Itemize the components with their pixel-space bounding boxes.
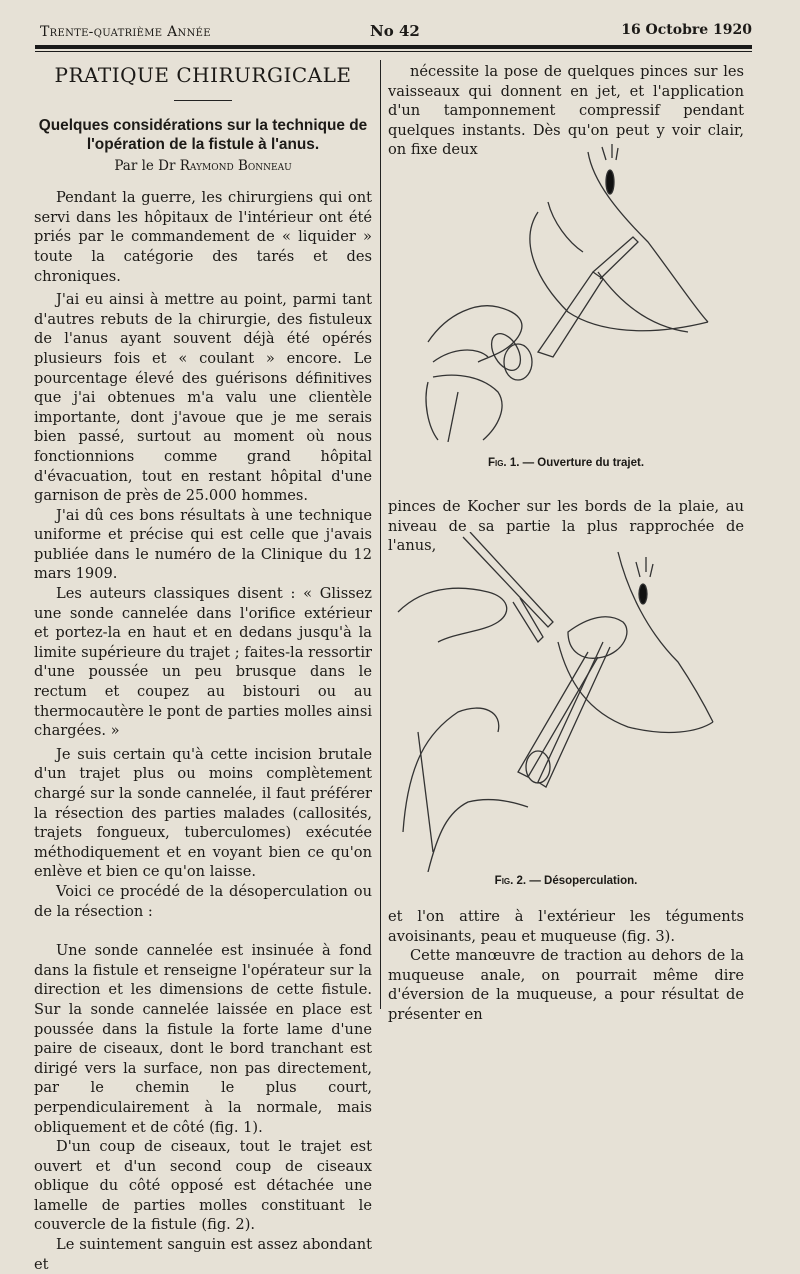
figure-1-drawing xyxy=(388,142,744,442)
byline xyxy=(34,157,372,177)
paragraph: pinces de Kocher sur les bords de la plaie, au niveau de sa partie la plus rapprochée de l'anus, xyxy=(388,498,744,555)
article-title: Quelques considérations sur la technique de l'opération de la fistule à l'anus. xyxy=(38,116,368,153)
paragraph: Cette manœuvre de traction au dehors de la muqueuse anale, on pourrait même dire d'éversion de la muqueuse, a pour résultat de présenter en xyxy=(388,947,744,1023)
paragraph: nécessite la pose de quelques pinces sur les vaisseaux qui donnent en jet, et l'application d'un tamponnement compressif pendant quelques instants. Dès qu'on peut y voir clair, on fixe deux xyxy=(388,63,744,159)
right-column-bottom xyxy=(388,907,744,1025)
author-name: Raymond Bonneau xyxy=(179,157,292,174)
figure-2-label: Fig. 2. xyxy=(494,875,527,887)
paragraph: D'un coup de ciseaux, tout le trajet est ouvert et d'un second coup de ciseaux oblique du côté opposé est détachée une lamelle de parties molles constituant le couvercle de la fistule (fig. 2). xyxy=(34,1138,372,1234)
figure-1-label: Fig. 1. xyxy=(487,457,520,469)
byline-prefix: Par le Dr xyxy=(114,157,176,174)
title-rule xyxy=(174,100,232,101)
figure-1-caption-text: — Ouverture du trajet. xyxy=(522,457,645,469)
issue-date: 16 Octobre 1920 xyxy=(621,22,752,38)
paragraph: J'ai dû ces bons résultats à une technique uniforme et précise qui est celle que j'avais publiée dans le numéro de la Clinique du 12 mars 1909. xyxy=(34,506,372,583)
paragraph: Les auteurs classiques disent : « Glissez une sonde cannelée dans l'orifice extérieur et portez-la en haut et en dedans jusqu'à la limite supérieure du trajet ; faites-la ressortir d'une poussée un peu brusque dans le rectum et coupez au bistouri ou au thermocautère le pont de parties molles ainsi chargées. » xyxy=(34,585,372,740)
paragraph: Voici ce procédé de la désoperculation ou de la résection : xyxy=(34,882,372,920)
figure-2-caption-text: — Désoperculation. xyxy=(529,875,638,887)
column-separator xyxy=(380,60,381,1009)
figure-2-illustration xyxy=(388,532,744,872)
figure-1-caption xyxy=(388,457,744,469)
paragraph: Je suis certain qu'à cette incision brutale d'un trajet plus ou moins complètement chargé sur la sonde cannelée, il faut préférer la résection des parties malades (callosités, trajets fongueux, tuberculomes) exécutée méthodiquement et en voyant bien ce qu'on enlève et bien ce qu'on laisse. xyxy=(34,745,372,881)
paragraph: J'ai eu ainsi à mettre au point, parmi tant d'autres rebuts de la chirurgie, des fistuleux de l'anus ayant souvent déjà été opérés plusieurs fois et « coulant » encore. Le pourcentage élevé des guérisons définitives que j'ai obtenues m'a valu une clientèle importante, dont j'avoue que je me serais bien passé, surtout au moment où nous fonctionnions comme grand hôpital d'évacuation, tout en restant hôpital d'une garnison de près de 25.000 hommes. xyxy=(34,291,372,505)
paragraph: Le suintement sanguin est assez abondant et xyxy=(34,1236,372,1273)
volume-year: Trente-quatrième Année xyxy=(40,24,211,40)
paragraph: Pendant la guerre, les chirurgiens qui ont servi dans les hôpitaux de l'intérieur ont été priés par le commandement de « liquider » toute la catégorie des tarés et des chroniques. xyxy=(34,189,372,285)
running-header xyxy=(40,20,752,40)
paragraph: et l'on attire à l'extérieur les téguments avoisinants, peau et muqueuse (fig. 3). xyxy=(388,908,744,945)
figure-2-drawing xyxy=(388,532,744,872)
header-rule-thin xyxy=(35,51,752,52)
paragraph: Une sonde cannelée est insinuée à fond dans la fistule et renseigne l'opérateur sur la direction et les dimensions de cette fistule. Sur la sonde cannelée laissée en place est poussée dans la fistule la forte lame d'une paire de ciseaux, dont le bord tranchant est dirigé vers la surface, non pas directement, par le chemin le plus court, perpendiculairement à la normale, mais obliquement et de côté (fig. 1). xyxy=(34,942,372,1136)
left-column xyxy=(34,62,372,1274)
figure-1-illustration xyxy=(388,142,744,442)
section-title: PRATIQUE CHIRURGICALE xyxy=(54,63,352,87)
header-rule xyxy=(35,45,752,49)
figure-2-caption xyxy=(388,875,744,887)
issue-number: No 42 xyxy=(370,22,420,40)
paragraph-gap xyxy=(34,921,372,941)
